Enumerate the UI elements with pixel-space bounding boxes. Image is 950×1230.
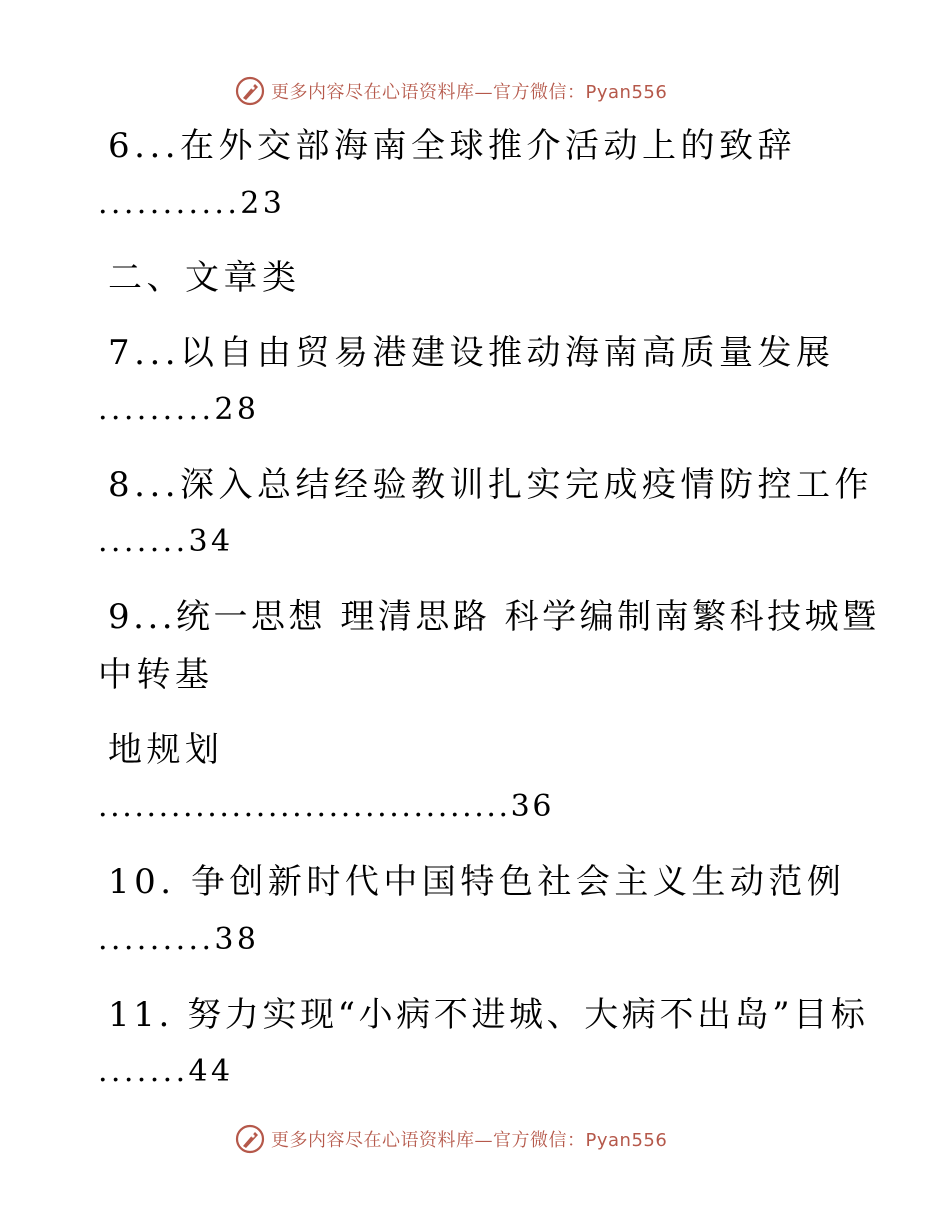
header-watermark-banner — [0, 72, 950, 112]
toc-entry-9-dots: ..................................36 — [98, 789, 555, 824]
toc-entry-8-dots: .......34 — [98, 524, 234, 559]
toc-entry-11-title: 11. 努力实现“小病不进城、大病不出岛”目标 — [108, 995, 869, 1035]
toc-entry-9-title-line1: 9...统一思想 理清思路 科学编制南繁科技城暨 — [108, 597, 880, 637]
pen-nib-logo-icon — [235, 1124, 265, 1154]
toc-entry-7-title: 7...以自由贸易港建设推动海南高质量发展 — [108, 333, 835, 373]
banner-text: 更多内容尽在心语资料库—官方微信：Pyan556 — [271, 1130, 668, 1151]
footer-watermark-banner — [0, 1120, 950, 1160]
toc-entry-9-title-line2: 中转基 — [98, 655, 214, 695]
toc-entry-6-title: 6...在外交部海南全球推介活动上的致辞 — [108, 126, 797, 166]
toc-entry-11-dots: .......44 — [98, 1054, 234, 1089]
section-heading: 二、文章类 — [108, 258, 301, 298]
toc-entry-10-dots: .........38 — [98, 922, 260, 957]
toc-entry-7-dots: .........28 — [98, 392, 260, 427]
banner-text: 更多内容尽在心语资料库—官方微信：Pyan556 — [271, 82, 668, 103]
toc-entry-9-title-line3: 地规划 — [108, 730, 224, 770]
pen-nib-logo-icon — [235, 76, 265, 106]
toc-entry-10-title: 10. 争创新时代中国特色社会主义生动范例 — [108, 862, 846, 902]
toc-entry-6-dots: ...........23 — [98, 186, 286, 221]
toc-entry-8-title: 8...深入总结经验教训扎实完成疫情防控工作 — [108, 465, 874, 505]
